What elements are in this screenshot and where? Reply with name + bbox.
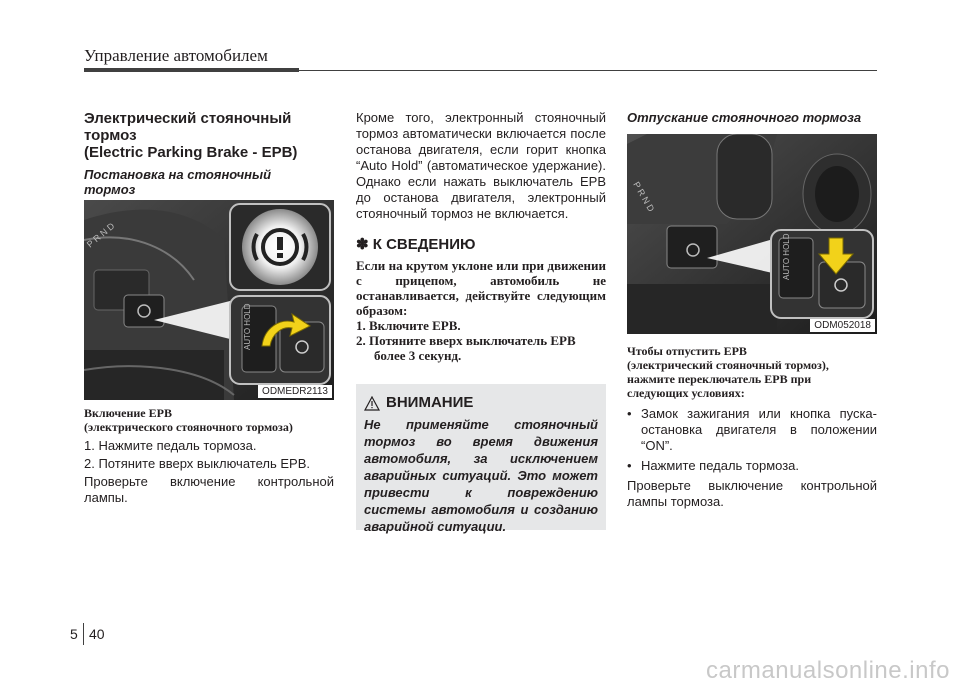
release-intro-line4: следующих условиях: — [627, 386, 745, 400]
subsection-title — [84, 167, 334, 197]
subsection-line1: Постановка на стояночный — [84, 167, 272, 182]
column-left — [84, 110, 334, 506]
figure-code: ODM052018 — [810, 319, 875, 332]
section-title-line1: Электрический стояночный — [84, 110, 292, 127]
column-right — [627, 110, 877, 510]
svg-text:P R N D: P R N D — [84, 220, 117, 250]
note-step-1: 1. Включите EPB. — [356, 318, 461, 333]
epb-engage-figure — [84, 200, 334, 400]
footer-divider — [83, 623, 84, 645]
warning-triangle-icon — [364, 396, 380, 411]
note-paragraph: Если на крутом уклоне или при движении с прицепом, автомобиль не останавливается, действуйте следующим образом: — [356, 258, 606, 318]
warning-title: ВНИМАНИЕ — [386, 394, 474, 411]
list-item — [627, 406, 877, 454]
watermark: carmanualsonline.info — [706, 657, 950, 684]
note-step-2-line2: более 3 секунд. — [374, 348, 462, 363]
brake-lamp-icon — [242, 209, 318, 285]
auto-hold-paragraph: Кроме того, электронный стояночный тормоз автоматически включается после останова двигателя, если горит кнопка “Auto Hold” (автоматическое удержание). Однако если нажать выключатель EPB до останова двигателя, электронный стояночный тормоз не включается. — [356, 110, 606, 221]
release-intro — [627, 344, 877, 400]
bullet-text: Замок зажигания или кнопка пуска- остановка двигателя в положении “ON”. — [641, 406, 877, 453]
figure-caption — [84, 406, 334, 434]
bullet-icon: • — [627, 406, 632, 421]
epb-release-figure — [627, 134, 877, 334]
warning-heading — [364, 394, 598, 412]
section-title-line3: (Electric Parking Brake - EPB) — [84, 144, 298, 161]
section-title — [84, 110, 334, 161]
warning-text: Не применяйте стояночный тормоз во время движения автомобиля, за исключением аварийных ситуаций. Это может привести к повреждению системы автомобиля и созданию аварийной ситуации. — [364, 417, 598, 534]
note-title: К СВЕДЕНИЮ — [372, 236, 476, 253]
svg-text:AUTO HOLD: AUTO HOLD — [243, 303, 252, 350]
column-middle — [356, 110, 606, 363]
caption-line1: Включение EPB — [84, 406, 172, 420]
page-header-title: Управление автомобилем — [84, 46, 268, 65]
subsection-line2: тормоз — [84, 182, 136, 197]
page-number: 40 — [89, 626, 105, 642]
console-release-illustration — [627, 134, 877, 334]
note-step-2-line1: 2. Потяните вверх выключатель EPB — [356, 333, 576, 348]
release-subsection-title: Отпускание стояночного тормоза — [627, 110, 862, 125]
release-intro-line1: Чтобы отпустить EPB — [627, 344, 747, 358]
note-step-2 — [356, 333, 606, 363]
note-heading — [356, 236, 606, 254]
bullet-text: Нажмите педаль тормоза. — [641, 458, 800, 473]
header-rule-thick — [84, 68, 299, 72]
warning-box — [356, 384, 606, 534]
chapter-number: 5 — [70, 626, 78, 642]
note-symbol-icon: ✽ — [356, 236, 369, 253]
figure-code: ODMEDR2113 — [258, 385, 332, 398]
caption-line2: (электрического стояночного тормоза) — [84, 420, 293, 434]
list-item — [627, 458, 877, 474]
release-intro-line2: (электрический стояночный тормоз), — [627, 358, 829, 372]
release-intro-line3: нажмите переключатель EPB при — [627, 372, 812, 386]
step-1: 1. Нажмите педаль тормоза. — [84, 438, 257, 453]
svg-text:AUTO HOLD: AUTO HOLD — [782, 233, 791, 280]
check-lamp-text: Проверьте включение контрольной лампы. — [84, 474, 334, 505]
bullet-icon: • — [627, 458, 632, 473]
section-title-line2: тормоз — [84, 127, 137, 144]
check-lamp-off-text: Проверьте выключение контрольной лампы тормоза. — [627, 478, 877, 509]
step-2: 2. Потяните вверх выключатель EPB. — [84, 456, 310, 471]
console-illustration — [84, 200, 334, 400]
svg-text:P R N D: P R N D — [631, 180, 657, 214]
header-rule-thin — [299, 70, 877, 71]
